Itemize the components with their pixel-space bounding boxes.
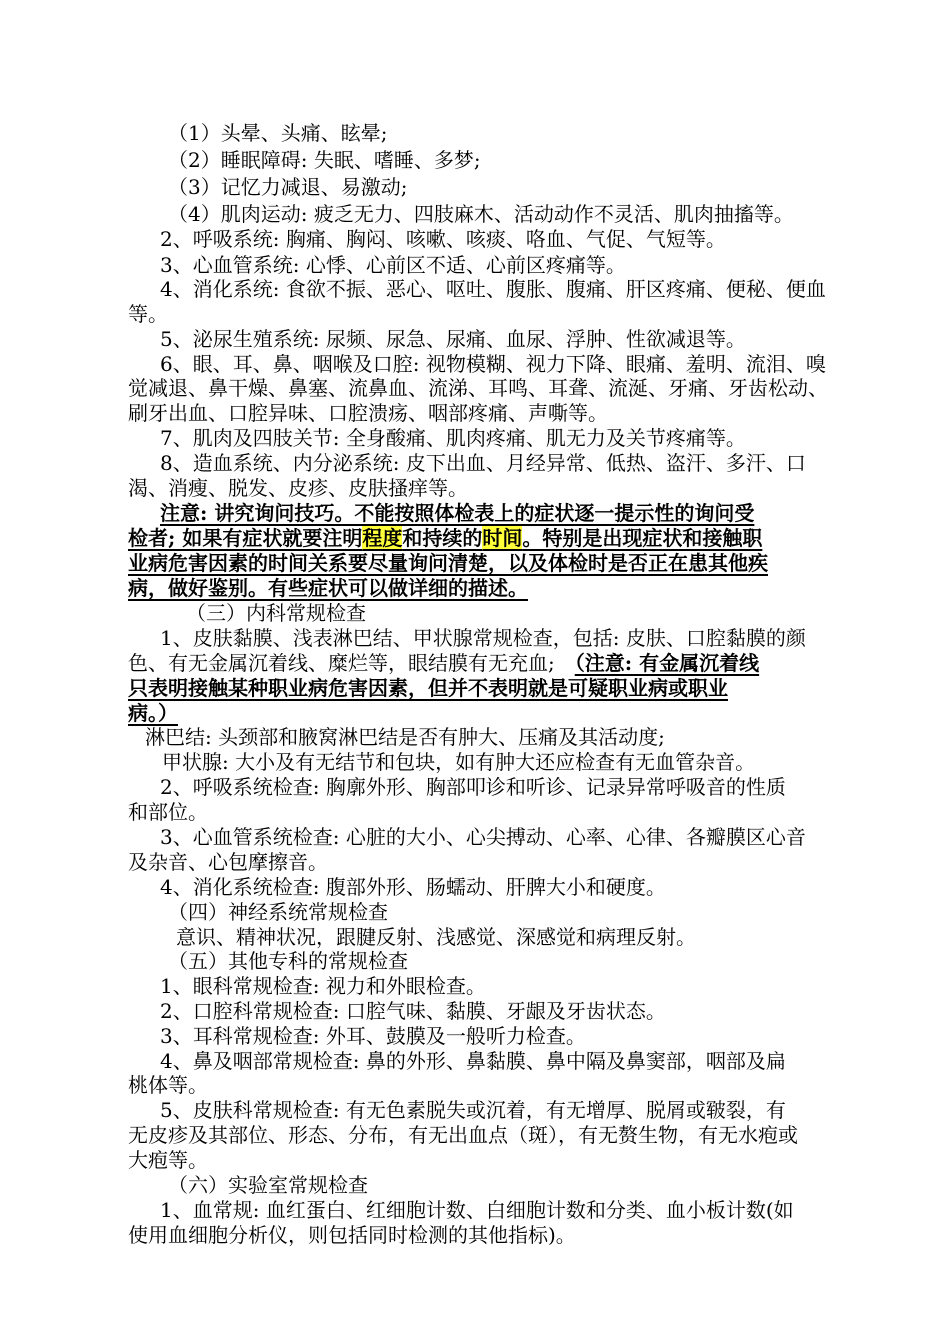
section-heading-specialty: （五）其他专科的常规检查 — [168, 949, 408, 973]
highlight-time: 时间 — [482, 526, 523, 550]
note-line-2a: 检者; 如果有症状就要注明 — [128, 526, 363, 550]
cardio-check-cont: 及杂音、心包摩擦音。 — [128, 850, 328, 874]
oral-check: 2、口腔科常规检查: 口腔气味、黏膜、牙龈及牙齿状态。 — [160, 999, 666, 1023]
joint-symptoms: 7、肌肉及四肢关节: 全身酸痛、肌肉疼痛、肌无力及关节疼痛等。 — [160, 426, 746, 450]
eye-check: 1、眼科常规检查: 视力和外眼检查。 — [160, 974, 486, 998]
cardio-check: 3、心血管系统检查: 心脏的大小、心尖搏动、心率、心律、各瓣膜区心音 — [160, 825, 806, 849]
blood-routine: 1、血常规: 血红蛋白、红细胞计数、白细胞计数和分类、血小板计数(如 — [160, 1198, 794, 1222]
neuro-check: 意识、精神状况，跟腱反射、浅感觉、深感觉和病理反射。 — [176, 925, 696, 949]
symptom-item-2: （2）睡眠障碍: 失眠、嗜睡、多梦; — [168, 148, 481, 172]
urinary-symptoms: 5、泌尿生殖系统: 尿频、尿急、尿痛、血尿、浮肿、性欲减退等。 — [160, 327, 746, 351]
blood-endocrine-symptoms: 8、造血系统、内分泌系统: 皮下出血、月经异常、低热、盗汗、多汗、口 — [160, 451, 806, 475]
note-line-1: 注意: 讲究询问技巧。不能按照体检表上的症状逐一提示性的询问受 — [160, 501, 755, 525]
respiratory-symptoms: 2、呼吸系统: 胸痛、胸闷、咳嗽、咳痰、咯血、气促、气短等。 — [160, 227, 726, 251]
note-line-2e: 。特别是出现症状和接触职 — [522, 526, 763, 550]
skin-lymph-thyroid-check: 1、皮肤黏膜、浅表淋巴结、甲状腺常规检查，包括: 皮肤、口腔黏膜的颜 — [160, 626, 806, 650]
highlight-degree: 程度 — [362, 526, 403, 550]
section-heading-neuro: （四）神经系统常规检查 — [168, 900, 388, 924]
ent-symptoms-cont-1: 觉减退、鼻干燥、鼻塞、流鼻血、流涕、耳鸣、耳聋、流涎、牙痛、牙齿松动、 — [128, 376, 828, 400]
note-line-4: 病，做好鉴别。有些症状可以做详细的描述。 — [128, 576, 528, 600]
digestive-symptoms: 4、消化系统: 食欲不振、恶心、呕吐、腹胀、腹痛、肝区疼痛、便秘、便血 — [160, 277, 826, 301]
note-line-2c: 和持续的 — [402, 526, 483, 550]
skin-check-cont-2: 大疱等。 — [128, 1148, 208, 1172]
ent-symptoms: 6、眼、耳、鼻、咽喉及口腔: 视物模糊、视力下降、眼痛、羞明、流泪、嗅 — [160, 352, 826, 376]
metal-line-note-start: （注意: 有金属沉着线 — [574, 651, 760, 675]
symptom-item-1: （1）头晕、头痛、眩晕; — [168, 121, 388, 145]
nose-throat-check: 4、鼻及咽部常规检查: 鼻的外形、鼻黏膜、鼻中隔及鼻窦部，咽部及扁 — [160, 1049, 786, 1073]
note-line-3: 业病危害因素的时间关系要尽量询问清楚，以及体检时是否正在患其他疾 — [128, 551, 768, 575]
skin-check-cont-1: 无皮疹及其部位、形态、分布，有无出血点（斑），有无赘生物，有无水疱或 — [128, 1123, 798, 1147]
respiratory-check-cont: 和部位。 — [128, 800, 208, 824]
nose-throat-check-cont: 桃体等。 — [128, 1073, 208, 1097]
metal-line-note-cont: 只表明接触某种职业病危害因素，但并不表明就是可疑职业病或职业 — [128, 676, 728, 700]
cardio-symptoms: 3、心血管系统: 心悸、心前区不适、心前区疼痛等。 — [160, 253, 626, 277]
blood-routine-cont: 使用血细胞分析仪，则包括同时检测的其他指标)。 — [128, 1223, 576, 1247]
ent-symptoms-cont-2: 刷牙出血、口腔异味、口腔溃疡、咽部疼痛、声嘶等。 — [128, 401, 608, 425]
section-heading-internal: （三）内科常规检查 — [186, 601, 366, 625]
blood-endocrine-symptoms-cont: 渴、消瘦、脱发、皮疹、皮肤搔痒等。 — [128, 476, 468, 500]
metal-line-note-end: 病。） — [128, 701, 178, 725]
respiratory-check: 2、呼吸系统检查: 胸廓外形、胸部叩诊和听诊、记录异常呼吸音的性质 — [160, 775, 786, 799]
ear-check: 3、耳科常规检查: 外耳、鼓膜及一般听力检查。 — [160, 1024, 586, 1048]
thyroid-check: 甲状腺: 大小及有无结节和包块，如有肿大还应检查有无血管杂音。 — [162, 750, 756, 774]
digestive-symptoms-cont: 等。 — [128, 302, 168, 326]
section-heading-lab: （六）实验室常规检查 — [168, 1173, 368, 1197]
symptom-item-3: （3）记忆力减退、易激动; — [168, 175, 408, 199]
lymph-node-check: 淋巴结: 头颈部和腋窝淋巴结是否有肿大、压痛及其活动度; — [145, 725, 665, 749]
skin-check: 5、皮肤科常规检查: 有无色素脱失或沉着，有无增厚、脱屑或皲裂，有 — [160, 1098, 786, 1122]
conjunctiva-text: 色、有无金属沉着线、糜烂等，眼结膜有无充血; — [128, 651, 575, 675]
symptom-item-4: （4）肌肉运动: 疲乏无力、四肢麻木、活动动作不灵活、肌肉抽搐等。 — [168, 202, 794, 226]
digestive-check: 4、消化系统检查: 腹部外形、肠蠕动、肝脾大小和硬度。 — [160, 875, 666, 899]
